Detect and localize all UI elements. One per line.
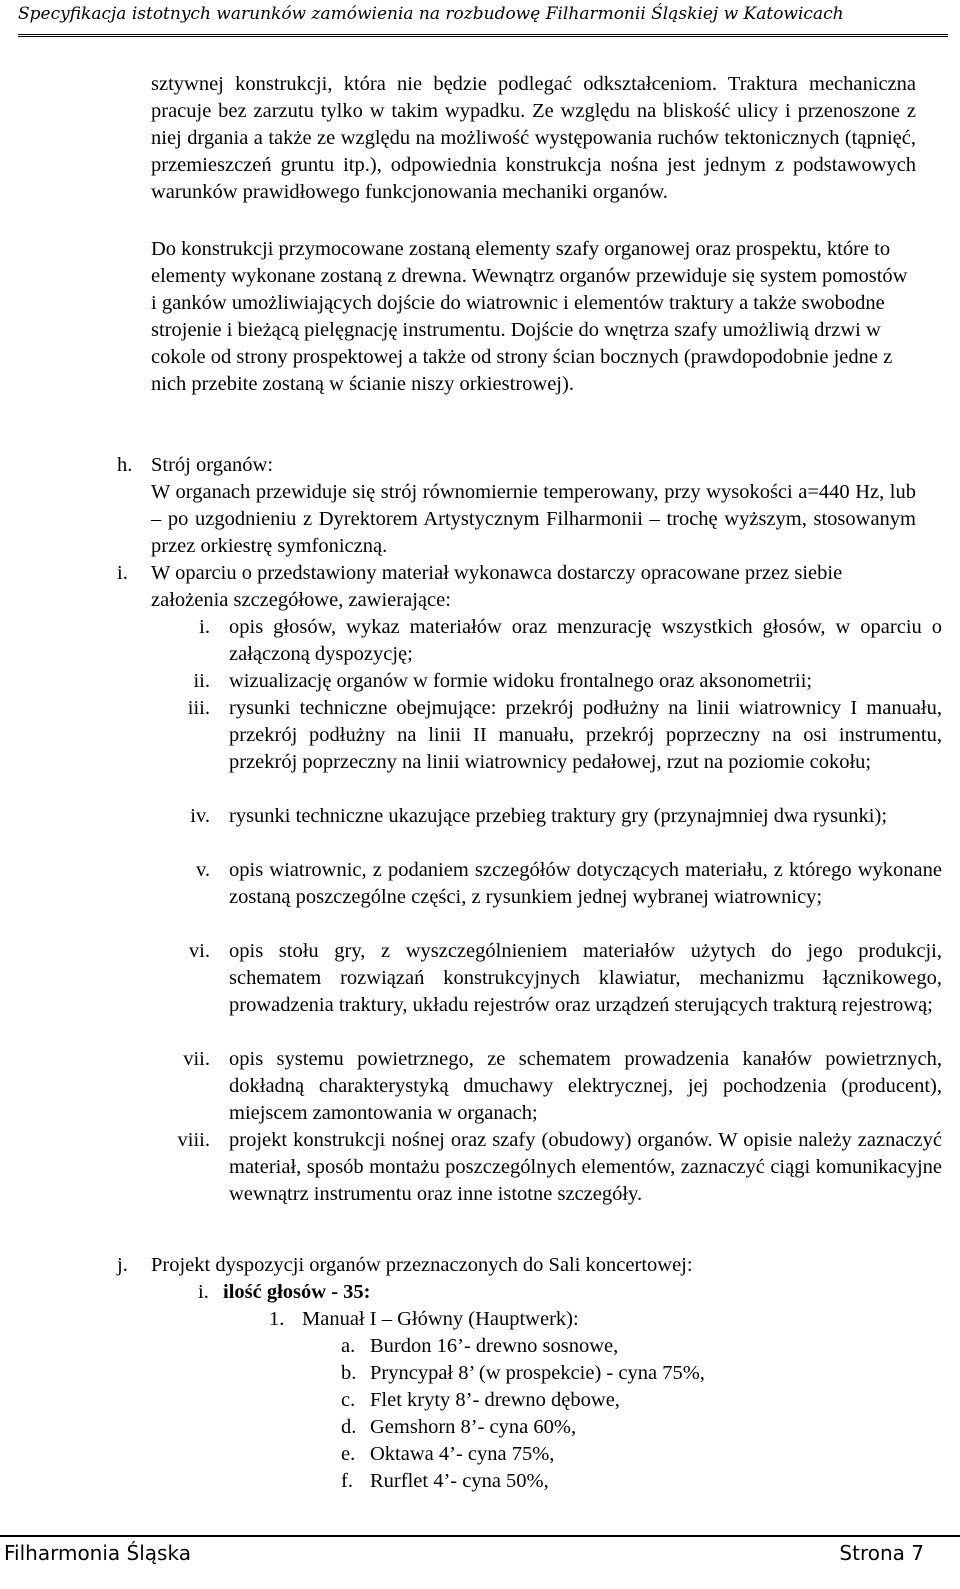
disposition-stop-count: ilość głosów - 35: — [223, 1281, 371, 1303]
footer-page-number: Strona 7 — [839, 1541, 924, 1565]
subitem-num: i. — [199, 616, 210, 638]
stop-letter: c. — [341, 1389, 356, 1411]
subitem-text: rysunki techniczne ukazujące przebieg traktury gry (przynajmniej dwa rysunki); — [229, 805, 888, 827]
stop-letter: a. — [341, 1335, 356, 1357]
page-header-title: Specyfikacja istotnych warunków zamówienia na rozbudowę Filharmonii Śląskiej w Katowicach — [18, 4, 844, 24]
subitem-text: projekt konstrukcji nośnej oraz szafy (obudowy) organów. W opisie należy zaznaczyć materiał, sposób montażu poszczególnych elementów, zaznaczyć ciągi komunikacyjne wewnątrz instrumentu oraz inne istotne szczegóły. — [229, 1129, 942, 1205]
subitem-text: wizualizację organów w formie widoku frontalnego oraz aksonometrii; — [229, 670, 813, 692]
subitem-num: v. — [195, 859, 210, 881]
stop-text: Gemshorn 8’- cyna 60%, — [370, 1416, 577, 1438]
disposition-sub-num: i. — [198, 1281, 209, 1303]
manual-num: 1. — [269, 1308, 285, 1330]
stop-text: Burdon 16’- drewno sosnowe, — [370, 1335, 619, 1357]
stop-letter: d. — [341, 1416, 357, 1438]
item-h-text: W organach przewiduje się strój równomiernie temperowany, przy wysokości a=440 Hz, lub – po uzgodnieniu z Dyrektorem Artystycznym Filharmonii – trochę wyższym, stosowanym przez orkiestrę symfoniczną. — [151, 481, 916, 557]
paragraph-mounting: Do konstrukcji przymocowane zostaną elementy szafy organowej oraz prospektu, które to elementy wykonane zostaną z drewna. Wewnątrz organów przewiduje się system pomostów i ganków umożliwiających dojście do wiatrownic i elementów traktury a także swobodne strojenie i bieżącą pielęgnację instrumentu. Dojście do wnętrza szafy umożliwią drzwi w cokole od strony prospektowej a także od strony ścian bocznych (prawdopodobnie jedne z nich przebite zostaną w ścianie niszy orkiestrowej). — [151, 238, 908, 395]
item-j-text: Projekt dyspozycji organów przeznaczonych do Sali koncertowej: — [151, 1254, 693, 1276]
stop-text: Pryncypał 8’ (w prospekcie) - cyna 75%, — [370, 1362, 705, 1384]
item-i-label: i. — [117, 562, 128, 584]
stop-letter: f. — [341, 1470, 353, 1492]
subitem-num: viii. — [177, 1129, 210, 1151]
subitem-text: opis wiatrownic, z podaniem szczegółów dotyczących materiału, z którego wykonane zostaną poszczególne części, z rysunkiem jednej wybranej wiatrownicy; — [229, 859, 942, 908]
footer-rule — [0, 1535, 960, 1537]
item-j-label: j. — [117, 1254, 128, 1276]
subitem-text: opis stołu gry, z wyszczególnieniem materiałów użytych do jego produkcji, schematem rozwiązań konstrukcyjnych klawiatur, mechanizmu łącznikowego, prowadzenia traktury, układu rejestrów oraz urządzeń sterujących trakturą rejestrową; — [229, 940, 942, 1016]
paragraph-construction: sztywnej konstrukcji, która nie będzie podlegać odkształceniom. Traktura mechaniczna pracuje bez zarzutu tylko w takim wypadku. Ze względu na bliskość ulicy i przenoszone z niej drgania a także ze względu na możliwość występowania ruchów tektonicznych (tąpnięć, przemieszczeń gruntu itp.), odpowiednia konstrukcja nośna jest jednym z podstawowych warunków prawidłowego funkcjonowania mechaniki organów. — [151, 73, 916, 203]
stop-text: Rurflet 4’- cyna 50%, — [370, 1470, 549, 1492]
subitem-num: iii. — [187, 697, 210, 719]
subitem-num: iv. — [190, 805, 210, 827]
subitem-text: opis głosów, wykaz materiałów oraz menzurację wszystkich głosów, w oparciu o załączoną dyspozycję; — [229, 616, 942, 665]
header-rule — [18, 34, 948, 37]
item-h-label: h. — [117, 454, 133, 476]
item-h-title: Strój organów: — [151, 454, 274, 476]
subitem-num: vii. — [183, 1048, 210, 1070]
subitem-num: ii. — [193, 670, 210, 692]
item-i-text: W oparciu o przedstawiony materiał wykonawca dostarczy opracowane przez siebie założenia szczegółowe, zawierające: — [151, 562, 843, 611]
footer-organization: Filharmonia Śląska — [4, 1541, 191, 1565]
subitem-text: rysunki techniczne obejmujące: przekrój podłużny na linii wiatrownicy I manuału, przekrój podłużny na linii II manuału, przekrój poprzeczny na osi instrumentu, przekrój poprzeczny na linii wiatrownicy pedałowej, rzut na poziomie cokołu; — [229, 697, 942, 773]
manual-title: Manuał I – Główny (Hauptwerk): — [302, 1308, 579, 1330]
subitem-num: vi. — [188, 940, 210, 962]
stop-text: Flet kryty 8’- drewno dębowe, — [370, 1389, 620, 1411]
stop-letter: b. — [341, 1362, 357, 1384]
stop-text: Oktawa 4’- cyna 75%, — [370, 1443, 555, 1465]
stop-letter: e. — [341, 1443, 356, 1465]
subitem-text: opis systemu powietrznego, ze schematem prowadzenia kanałów powietrznych, dokładną charakterystyką dmuchawy elektrycznej, jej pochodzenia (producent), miejscem zamontowania w organach; — [229, 1048, 942, 1124]
